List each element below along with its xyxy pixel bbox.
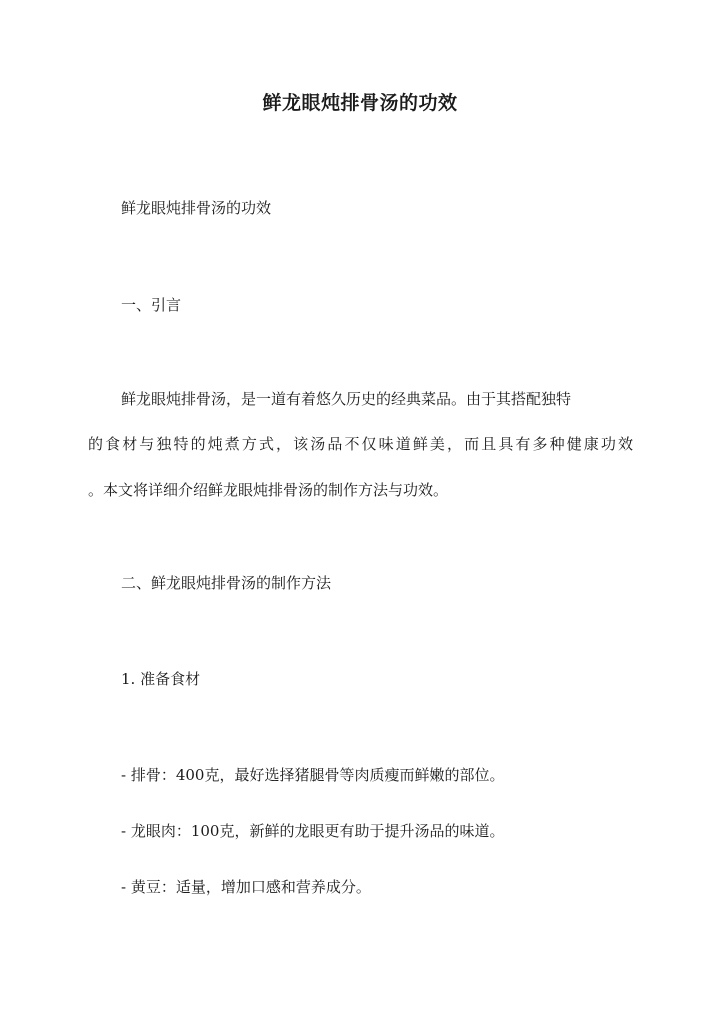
section-heading-intro: 一、引言 [121, 296, 182, 314]
document-subtitle: 鲜龙眼炖排骨汤的功效 [121, 199, 272, 217]
document-title: 鲜龙眼炖排骨汤的功效 [262, 92, 458, 114]
ingredient-item-longan: - 龙眼肉：100克，新鲜的龙眼更有助于提升汤品的味道。 [121, 822, 505, 840]
section-heading-method: 二、鲜龙眼炖排骨汤的制作方法 [121, 574, 332, 592]
step-heading-ingredients: 1. 准备食材 [121, 670, 201, 688]
intro-paragraph-line-1: 鲜龙眼炖排骨汤，是一道有着悠久历史的经典菜品。由于其搭配独特 [121, 390, 572, 408]
ingredient-item-ribs: - 排骨：400克，最好选择猪腿骨等肉质瘦而鲜嫩的部位。 [121, 766, 505, 784]
intro-paragraph-line-2: 的食材与独特的炖煮方式，该汤品不仅味道鲜美，而且具有多种健康功效 [88, 435, 633, 453]
intro-paragraph-line-3: 。本文将详细介绍鲜龙眼炖排骨汤的制作方法与功效。 [88, 481, 449, 499]
ingredient-item-soybean: - 黄豆：适量，增加口感和营养成分。 [121, 878, 371, 896]
